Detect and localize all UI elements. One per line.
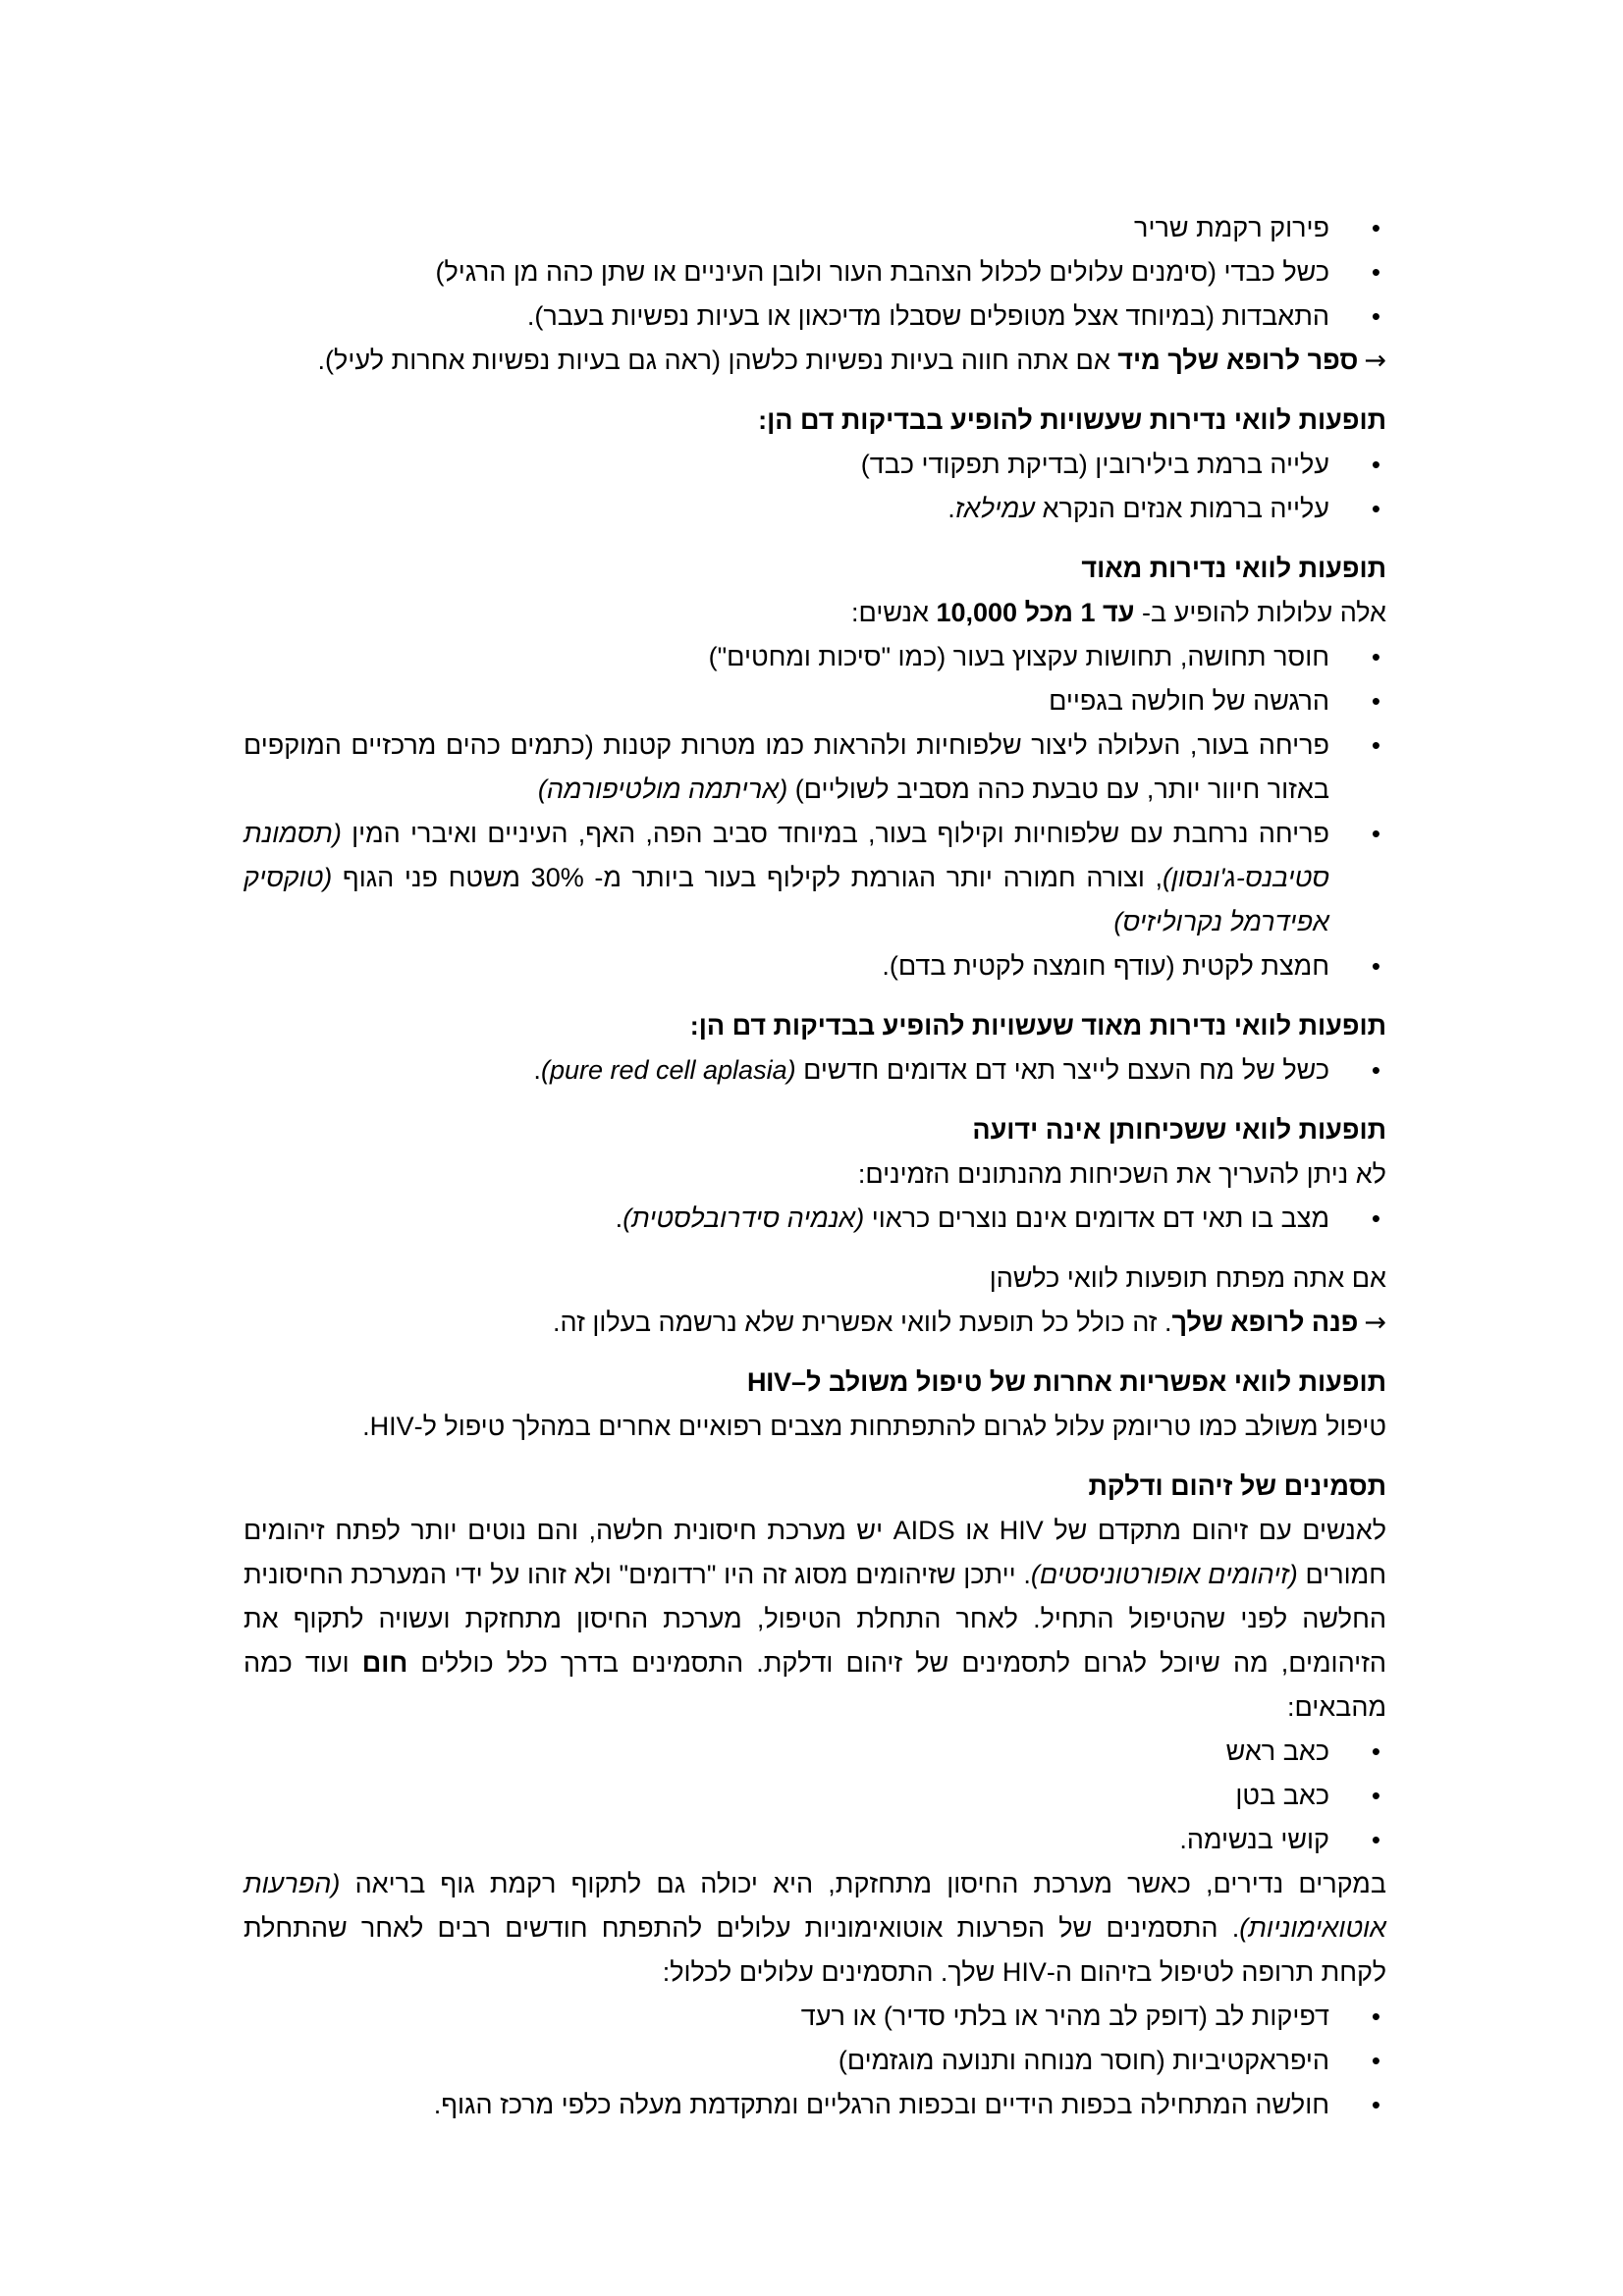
- bullet: •: [1371, 819, 1380, 848]
- develop-line: אם אתה מפתח תופעות לוואי כלשהן: [989, 1263, 1386, 1293]
- side-effects-list: [243, 206, 1386, 339]
- list-item: • הרגשה של חולשה בגפיים: [243, 679, 1386, 723]
- bullet: •: [1371, 1736, 1380, 1766]
- list-item: • פירוק רקמת שריר: [243, 206, 1386, 250]
- bullet: •: [1371, 301, 1380, 331]
- bullet: •: [1371, 1055, 1380, 1085]
- section-heading: תופעות לוואי נדירות מאוד שעשויות להופיע בבדיקות דם הן:: [689, 1011, 1386, 1041]
- section-heading: תופעות לוואי אפשריות אחרות של טיפול משולב ל–HIV: [747, 1367, 1386, 1397]
- warning-line: →פנה לרופא שלך. זה כולל כל תופעת לוואי אפשרית שלא נרשמה בעלון זה.: [553, 1308, 1386, 1338]
- list-item: • חמצת לקטית (עודף חומצה לקטית בדם).: [243, 944, 1386, 988]
- bullet: •: [1371, 686, 1380, 716]
- list-item: • עלייה ברמות אנזים הנקרא עמילאז.: [243, 487, 1386, 531]
- bullet: •: [1371, 257, 1380, 287]
- section-heading: תופעות לוואי נדירות מאוד: [1081, 554, 1386, 583]
- section-heading: תופעות לוואי ששכיחותן אינה ידועה: [972, 1115, 1386, 1145]
- bullet: •: [1371, 450, 1380, 479]
- list-item: • עלייה ברמת בילירובין (בדיקת תפקודי כבד): [243, 443, 1386, 487]
- arrow-icon: →: [1364, 1308, 1386, 1338]
- bullet: •: [1371, 1781, 1380, 1810]
- hiv-paragraph: טיפול משולב כמו טריומק עלול לגרום להתפתחות מצבים רפואיים אחרים במהלך טיפול ל-HIV.: [362, 1412, 1386, 1441]
- list-item: • חולשה המתחילה בכפות הידיים ובכפות הרגליים ומתקדמת מעלה כלפי מרכז הגוף.: [243, 2083, 1386, 2127]
- bullet: •: [1371, 951, 1380, 981]
- list-item: • כאב בטן: [243, 1774, 1386, 1818]
- list-item: • דפיקות לב (דופק לב מהיר או בלתי סדיר) או רעד: [243, 1995, 1386, 2039]
- bullet: •: [1371, 213, 1380, 242]
- list-item: • חוסר תחושה, תחושות עקצוץ בעור (כמו "סיכות ומחטים"): [243, 635, 1386, 679]
- autoimmune-paragraph: במקרים נדירים, כאשר מערכת החיסון מתחזקת, היא יכולה גם לתקוף רקמת גוף בריאה (הפרעות אוטואימוניות). התסמינים של הפרעות אוטואימוניות עלולים להתפתח חודשים רבים לאחר שהתחלת לקחת תרופה לטיפול בזיהום ה-HIV שלך. התסמינים עלולים לכלול:: [243, 1869, 1386, 1987]
- section-heading: תסמינים של זיהום ודלקת: [1088, 1471, 1386, 1501]
- very-rare-list: [243, 635, 1386, 988]
- infection-paragraph: לאנשים עם זיהום מתקדם של HIV או AIDS יש מערכת חיסונית חלשה, והם נוטים יותר לפתח זיהומים חמורים (זיהומים אופורטוניסטים). ייתכן שזיהומים מסוג זה היו "רדומים" ולא זוהו על ידי המערכת החיסונית החלשה לפני שהטיפול התחיל. לאחר התחלת הטיפול, מערכת החיסון מתחזקת ועשויה לתקוף את הזיהומים, מה שיוכל לגרום לתסמינים של זיהום ודלקת. התסמינים בדרך כלל כוללים חום ועוד כמה מהבאים:: [243, 1516, 1386, 1722]
- bullet: •: [1371, 730, 1380, 760]
- warning-line: →ספר לרופא שלך מיד אם אתה חווה בעיות נפשיות כלשהן (ראה גם בעיות נפשיות אחרות לעיל).: [317, 346, 1386, 376]
- arrow-icon: →: [1364, 346, 1386, 376]
- list-item: • התאבדות (במיוחד אצל מטופלים שסבלו מדיכאון או בעיות נפשיות בעבר).: [243, 294, 1386, 339]
- list-item: • כאב ראש: [243, 1730, 1386, 1774]
- list-item: • מצב בו תאי דם אדומים אינם נוצרים כראוי (אנמיה סידרובלסטית).: [243, 1197, 1386, 1241]
- bullet: •: [1371, 642, 1380, 671]
- list-item: • כשל של מח העצם לייצר תאי דם אדומים חדשים (pure red cell aplasia).: [243, 1048, 1386, 1093]
- document-page: [243, 206, 1386, 2127]
- bullet: •: [1371, 494, 1380, 523]
- very-rare-blood-list: [243, 1048, 1386, 1093]
- autoimmune-list: [243, 1995, 1386, 2127]
- bullet: •: [1371, 2002, 1380, 2031]
- bullet: •: [1371, 2090, 1380, 2119]
- list-item: • קושי בנשימה.: [243, 1818, 1386, 1862]
- list-item: • היפראקטיביות (חוסר מנוחה ותנועה מוגזמים): [243, 2039, 1386, 2083]
- bullet: •: [1371, 1825, 1380, 1854]
- infection-list: [243, 1730, 1386, 1862]
- list-item: • כשל כבדי (סימנים עלולים לכלול הצהבת העור ולובן העיניים או שתן כהה מן הרגיל): [243, 250, 1386, 294]
- section-heading: תופעות לוואי נדירות שעשויות להופיע בבדיקות דם הן:: [758, 405, 1386, 435]
- bullet: •: [1371, 2046, 1380, 2075]
- list-item: • פריחה נרחבת עם שלפוחיות וקילוף בעור, במיוחד סביב הפה, האף, העיניים ואיברי המין (תסמונת סטיבנס-ג'ונסון), וצורה חמורה יותר הגורמת לקילוף בעור ביותר מ- 30% משטח פני הגוף (טוקסיק אפידרמל נקרוליזיס): [243, 812, 1386, 944]
- list-item: • פריחה בעור, העלולה ליצור שלפוחיות ולהראות כמו מטרות קטנות (כתמים כהים מרכזיים המוקפים באזור חיוור יותר, עם טבעת כהה מסביב לשוליים) (אריתמה מולטיפורמה): [243, 723, 1386, 812]
- section-intro: לא ניתן להעריך את השכיחות מהנתונים הזמינים:: [857, 1159, 1386, 1189]
- rare-blood-list: [243, 443, 1386, 531]
- bullet: •: [1371, 1203, 1380, 1233]
- unknown-list: [243, 1197, 1386, 1241]
- section-intro: אלה עלולות להופיע ב- עד 1 מכל 10,000 אנשים:: [851, 598, 1386, 627]
